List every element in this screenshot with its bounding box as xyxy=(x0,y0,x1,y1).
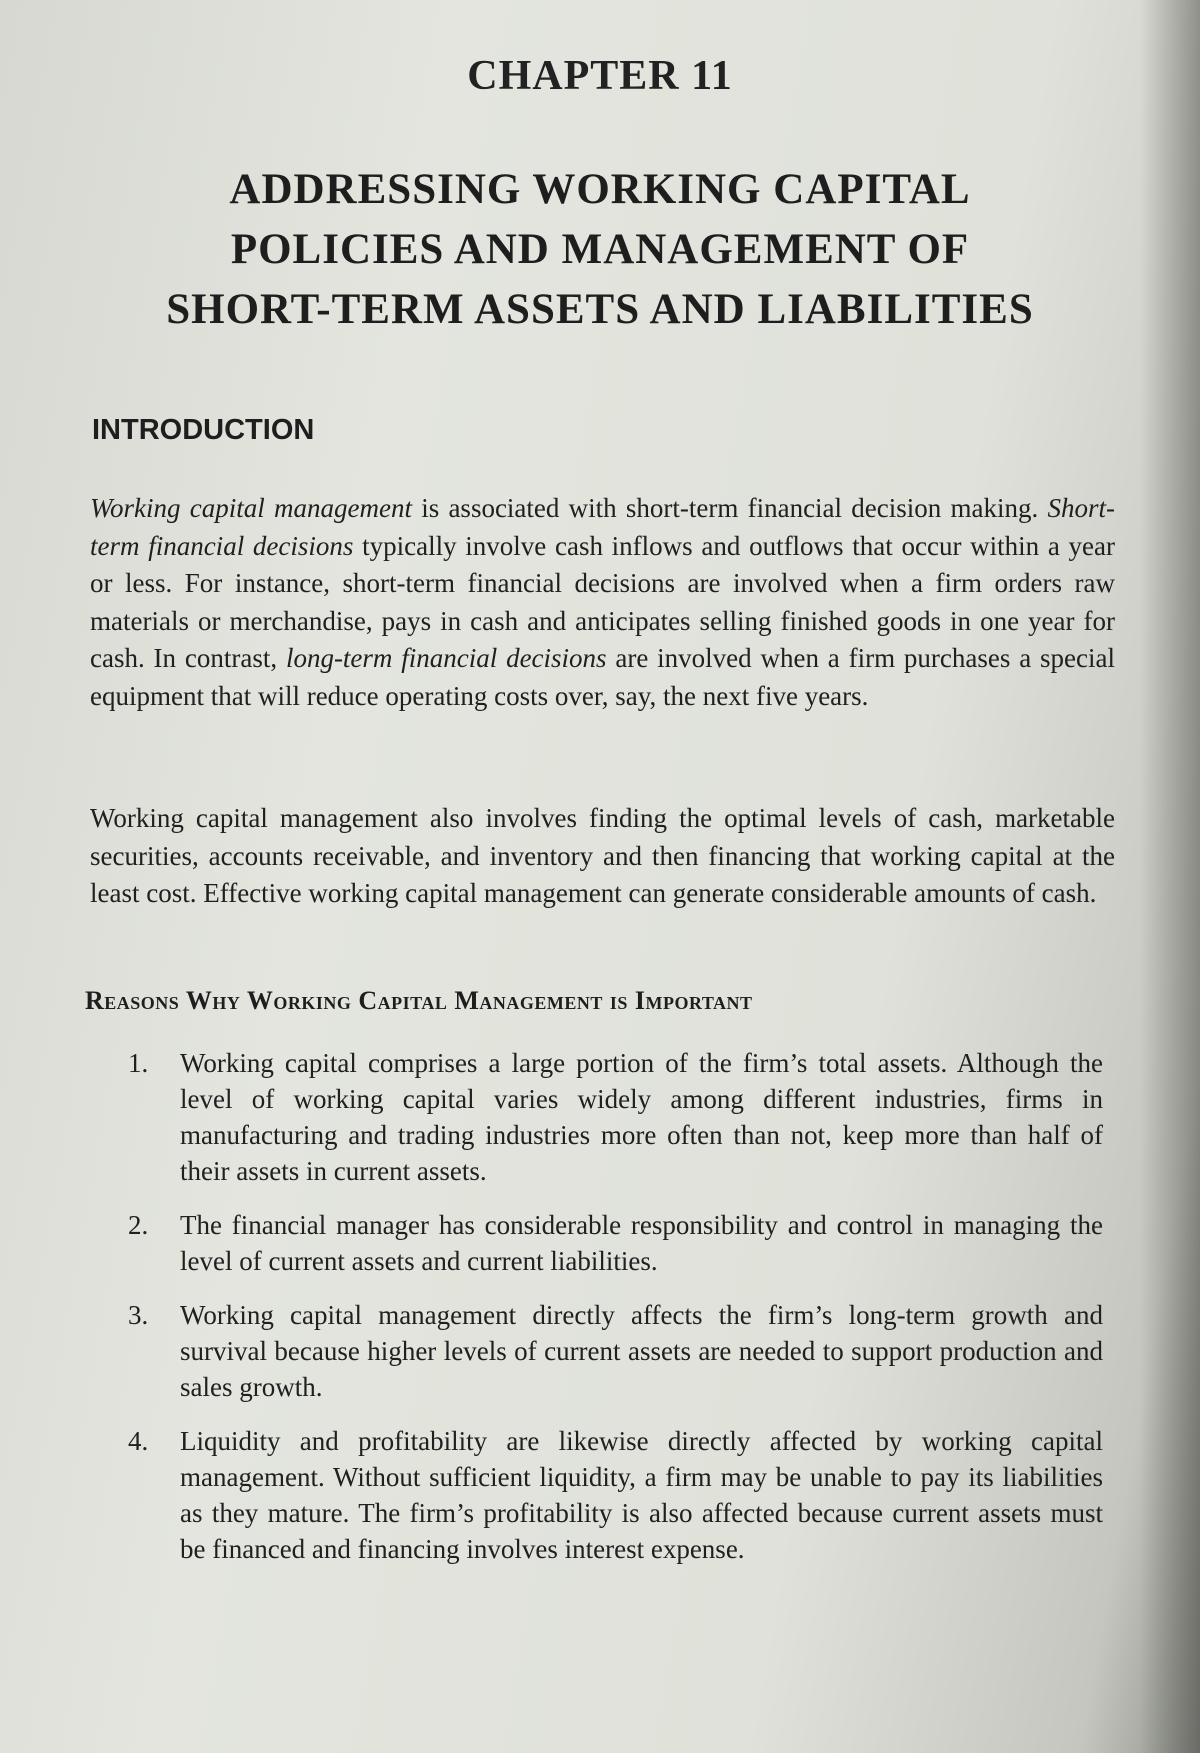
chapter-title-line: ADDRESSING WORKING CAPITAL xyxy=(229,166,971,213)
page-edge-shadow xyxy=(1140,0,1200,1753)
introduction-paragraph-1 xyxy=(90,490,1115,715)
list-number: 3. xyxy=(128,1300,149,1330)
term-long-term-financial-decisions: long-term financial decisions xyxy=(285,643,607,673)
reason-text: Liquidity and profitability are likewise directly affected by working capital management. Without sufficient liquidity, a firm may be unable to pay its liabilities as they mature. The firm’s profitability is also affected because current assets must be financed and financing involves interest expense. xyxy=(180,1426,1103,1564)
chapter-title xyxy=(90,160,1110,340)
reason-text: The financial manager has considerable responsibility and control in managing the level of current assets and current liabilities. xyxy=(180,1210,1103,1276)
term-short-term-financial-decisions: Short-term financial decisions xyxy=(90,493,1115,561)
chapter-title-line: POLICIES AND MANAGEMENT OF xyxy=(230,226,970,273)
list-number: 4. xyxy=(128,1426,149,1456)
list-number: 2. xyxy=(128,1210,149,1240)
introduction-heading: INTRODUCTION xyxy=(92,414,315,446)
reason-item-3 xyxy=(128,1297,1103,1405)
reason-item-2 xyxy=(128,1207,1103,1279)
list-number: 1. xyxy=(128,1048,149,1078)
reason-item-1 xyxy=(128,1045,1103,1189)
reasons-list xyxy=(128,1045,1103,1585)
reason-text: Working capital comprises a large portion of the firm’s total assets. Although the level of working capital varies widely among different industries, firms in manufacturing and trading industries more often than not, keep more than half of their assets in current assets. xyxy=(180,1048,1103,1186)
chapter-title-line: SHORT-TERM ASSETS AND LIABILITIES xyxy=(166,286,1034,333)
reason-item-4 xyxy=(128,1423,1103,1567)
paragraph-text: is associated with short-term financial decision making. xyxy=(411,493,1048,523)
paragraph-text: are involved when a firm purchases a special equipment that will reduce operating costs over, say, the next five years. xyxy=(90,643,1115,711)
reason-text: Working capital management directly affects the firm’s long-term growth and survival because higher levels of current assets are needed to support production and sales growth. xyxy=(180,1300,1103,1402)
chapter-label: CHAPTER 11 xyxy=(467,53,733,99)
introduction-paragraph-2: Working capital management also involves finding the optimal levels of cash, marketable securities, accounts receivable, and inventory and then financing that working capital at the least cost. Effective working capital management can generate considerable amounts of cash. xyxy=(90,803,1115,908)
reasons-heading: Reasons Why Working Capital Management is Important xyxy=(85,986,753,1015)
paragraph-text: typically involve cash inflows and outflows that occur within a year or less. For instance, short-term financial decisions are involved when a firm orders raw materials or merchandise, pays in cash and anticipates selling finished goods in one year for cash. In contrast, xyxy=(90,530,1116,673)
term-working-capital-management: Working capital management xyxy=(90,493,412,523)
